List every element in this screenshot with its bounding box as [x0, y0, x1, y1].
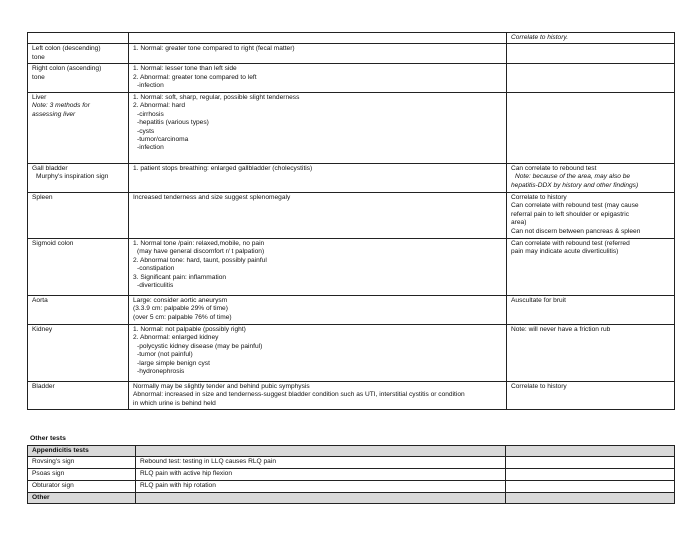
findings-cell: 1. Normal: greater tone compared to right (fecal matter) [129, 44, 507, 64]
other-header-row [28, 493, 675, 504]
notes-cell: Can correlate with rebound test (referred pain may indicate acute diverticulitis) [507, 238, 675, 295]
appendicitis-header-row [28, 446, 675, 457]
findings-cell: 1. patient stops breathing: enlarged gallbladder (cholecystitis) [129, 163, 507, 192]
table-row: Obturator sign RLQ pain with hip rotation [28, 481, 675, 493]
other-tests-table [27, 445, 675, 504]
organ-cell: Bladder [28, 381, 129, 409]
table-row-right-colon [28, 64, 675, 92]
table-row-gall-bladder [28, 163, 675, 192]
findings-cell: Large: consider aortic aneurysm (3.3.9 cm: palpable 29% of time) (over 5 cm: palpable 76% of time) [129, 295, 507, 324]
table-row-sigmoid-colon [28, 238, 675, 295]
table-row-top [28, 33, 675, 44]
organ-cell: Kidney [28, 324, 129, 381]
other-header: Other [28, 493, 136, 504]
notes-cell [507, 92, 675, 163]
notes-cell: Auscultate for bruit [507, 295, 675, 324]
notes-cell: Correlate to history Can correlate with rebound test (may cause referral pain to left shoulder or epigastric area) Can not discern between pancreas & spleen [507, 192, 675, 238]
organ-cell: Gall bladder Murphy's inspiration sign [28, 163, 129, 192]
table-row: Rovsing's sign Rebound test: testing in LLQ causes RLQ pain [28, 457, 675, 469]
table-row-liver [28, 92, 675, 163]
other-tests-title: Other tests [30, 435, 66, 442]
table-row-left-colon [28, 44, 675, 64]
organ-cell: Sigmoid colon [28, 238, 129, 295]
notes-cell: Note: will never have a friction rub [507, 324, 675, 381]
organ-cell: Spleen [28, 192, 129, 238]
organ-cell: Right colon (ascending) tone [28, 64, 129, 92]
notes-cell: Can correlate to rebound test Note: because of the area, may also be hepatitis-DDX by history and other findings) [507, 163, 675, 192]
organ-cell: Liver Note: 3 methods for assessing liver [28, 92, 129, 163]
findings-cell: Normally may be slightly tender and behind pubic symphysis Abnormal: increased in size and tenderness-suggest bladder condition such as UTI, interstitial cystitis or condition in which urine is behind held [129, 381, 507, 409]
findings-cell: 1. Normal: soft, sharp, regular, possible slight tenderness 2. Abnormal: hard -cirrhosis -hepatitis (various types) -cysts -tumor/carcinoma -infection [129, 92, 507, 163]
table-row-bladder [28, 381, 675, 409]
organ-cell: Left colon (descending) tone [28, 44, 129, 64]
table-row: Psoas sign RLQ pain with active hip flexion [28, 469, 675, 481]
findings-cell: Increased tenderness and size suggest splenomegaly [129, 192, 507, 238]
findings-cell: 1. Normal: not palpable (possibly right) 2. Abnormal: enlarged kidney -polycystic kidney disease (may be painful) -tumor (not painful) -large simple benign cyst -hydronephrosis [129, 324, 507, 381]
table-row-kidney [28, 324, 675, 381]
notes-cell: Correlate to history [507, 381, 675, 409]
notes-cell [507, 64, 675, 92]
findings-cell: 1. Normal tone /pain: relaxed,mobile, no pain (may have general discomfort r/ t palpation) 2. Abnormal tone: hard, taunt, possibly painful -constipation 3. Significant pain: inflammation -diverticulitis [129, 238, 507, 295]
table-row-spleen [28, 192, 675, 238]
abdominal-exam-table [27, 32, 675, 410]
organ-cell: Aorta [28, 295, 129, 324]
top-note: Correlate to history. [507, 33, 675, 44]
findings-cell: 1. Normal: lesser tone than left side 2. Abnormal: greater tone compared to left -infection [129, 64, 507, 92]
notes-cell [507, 44, 675, 64]
table-row-aorta [28, 295, 675, 324]
appendicitis-header: Appendicitis tests [28, 446, 136, 457]
